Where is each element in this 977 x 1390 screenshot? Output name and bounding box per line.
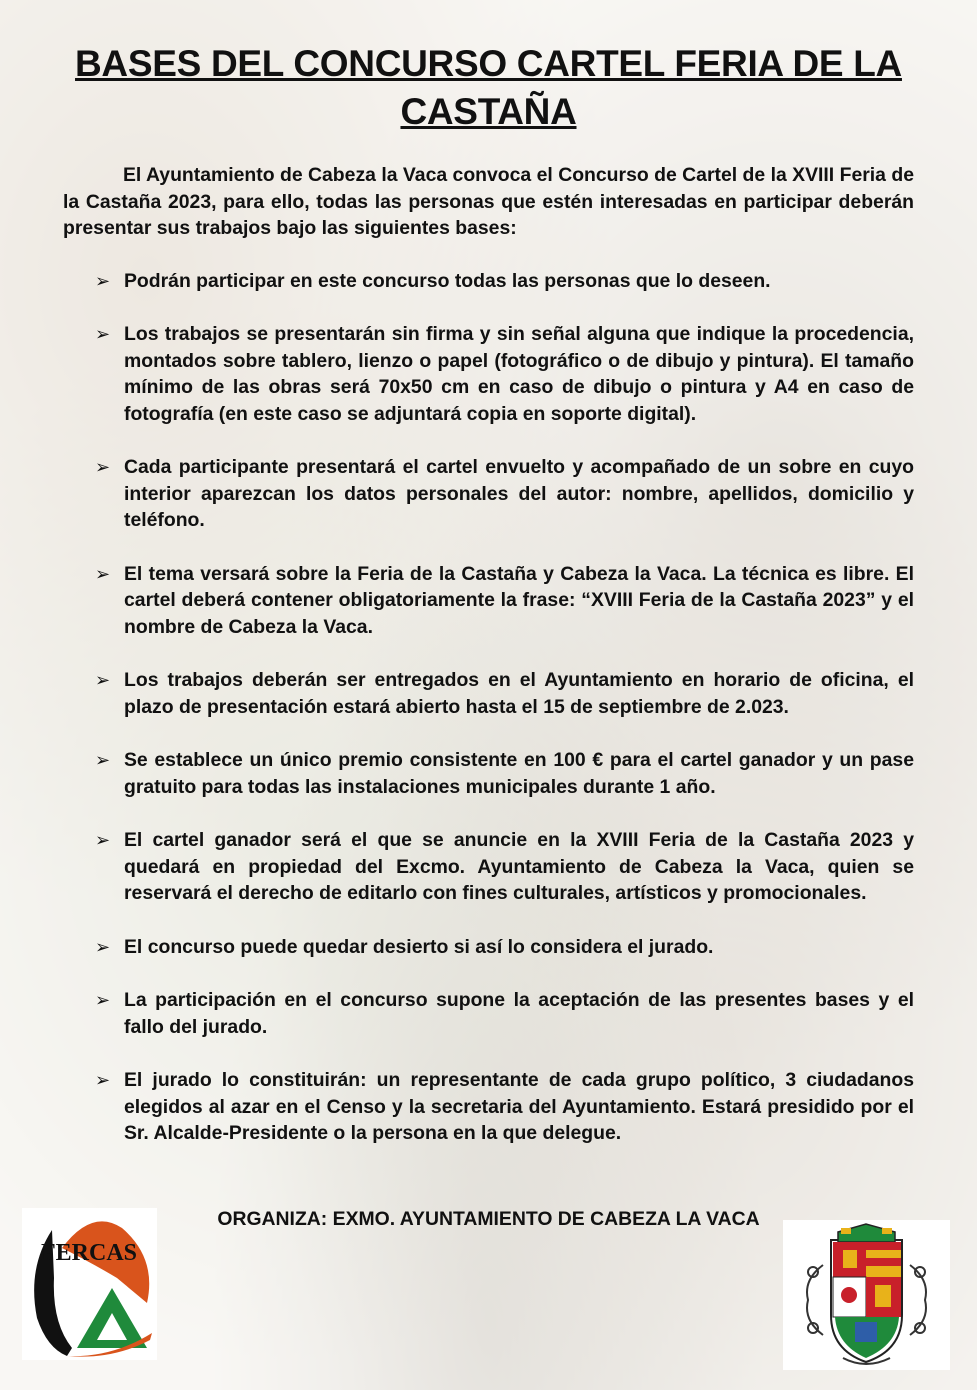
- arrow-bullet-icon: ➢: [95, 270, 111, 291]
- organizer-line: ORGANIZA: EXMO. AYUNTAMIENTO DE CABEZA LA VACA: [217, 1208, 760, 1230]
- list-item-text: Los trabajos deberán ser entregados en el Ayuntamiento en horario de oficina, el plazo de presentación estará abierto hasta el 15 de septiembre de 2.023.: [124, 669, 914, 718]
- arrow-bullet-icon: ➢: [95, 1070, 111, 1090]
- arrow-bullet-icon: ➢: [95, 750, 111, 770]
- list-item-text: El concurso puede quedar desierto si así lo considera el jurado.: [124, 935, 714, 958]
- arrow-bullet-icon: ➢: [95, 830, 111, 850]
- arrow-bullet-icon: ➢: [95, 324, 111, 344]
- coat-of-arms-logo: [783, 1220, 950, 1370]
- list-item-text: La participación en el concurso supone la aceptación de las presentes bases y el fallo del jurado.: [124, 989, 914, 1038]
- list-item-text: Los trabajos se presentarán sin firma y sin señal alguna que indique la procedencia, montados sobre tablero, lienzo o papel (fotográfico o de dibujo y pintura). El tamaño mínimo de las obras será 70x50 cm en caso de dibujo o pintura y A4 en caso de fotografía (en este caso se adjuntará copia en soporte digital).: [124, 323, 914, 425]
- list-item-text: El jurado lo constituirán: un representante de cada grupo político, 3 ciudadanos elegidos al azar en el Censo y la secretaria del Ayuntamiento. Estará presidido por el Sr. Alcalde-Presidente o la persona en la que delegue.: [124, 1069, 914, 1144]
- fercas-logo: [22, 1208, 157, 1360]
- page-title: BASES DEL CONCURSO CARTEL FERIA DE LA CASTAÑA: [75, 43, 902, 132]
- list-item: [63, 454, 914, 534]
- arrow-bullet-icon: ➢: [95, 563, 111, 584]
- list-item: [63, 934, 914, 961]
- list-item: [63, 827, 914, 907]
- fercas-logo-text: FERCAS: [40, 1240, 138, 1266]
- list-item-text: Cada participante presentará el cartel envuelto y acompañado de un sobre en cuyo interior aparezcan los datos personales del autor: nombre, apellidos, domicilio y teléfono.: [124, 456, 914, 531]
- list-item: [63, 268, 914, 295]
- intro-paragraph: El Ayuntamiento de Cabeza la Vaca convoca el Concurso de Cartel de la XVIII Feria de la Castaña 2023, para ello, todas las personas que estén interesadas en participar deberán presentar sus trabajos bajo las siguientes bases:: [63, 164, 914, 239]
- list-item: [63, 667, 914, 720]
- bases-list: [63, 268, 914, 1147]
- list-item: [63, 321, 914, 427]
- arrow-bullet-icon: ➢: [95, 670, 111, 690]
- list-item: [63, 747, 914, 800]
- arrow-bullet-icon: ➢: [95, 990, 111, 1010]
- list-item-text: El cartel ganador será el que se anuncie en la XVIII Feria de la Castaña 2023 y quedará en propiedad del Excmo. Ayuntamiento de Cabeza la Vaca, quien se reservará el derecho de editarlo con fines culturales, artísticos y promocionales.: [124, 829, 914, 904]
- list-item: [63, 1067, 914, 1147]
- list-item: [63, 987, 914, 1040]
- list-item-text: El tema versará sobre la Feria de la Castaña y Cabeza la Vaca. La técnica es libre. El cartel deberá contener obligatoriamente la frase: “XVIII Feria de la Castaña 2023” y el nombre de Cabeza la Vaca.: [124, 562, 914, 638]
- document: [63, 40, 914, 1174]
- arrow-bullet-icon: ➢: [95, 457, 111, 477]
- arrow-bullet-icon: ➢: [95, 936, 111, 957]
- list-item-text: Podrán participar en este concurso todas las personas que lo deseen.: [124, 269, 771, 292]
- list-item-text: Se establece un único premio consistente en 100 € para el cartel ganador y un pase gratuito para todas las instalaciones municipales durante 1 año.: [124, 749, 914, 798]
- list-item: [63, 561, 914, 641]
